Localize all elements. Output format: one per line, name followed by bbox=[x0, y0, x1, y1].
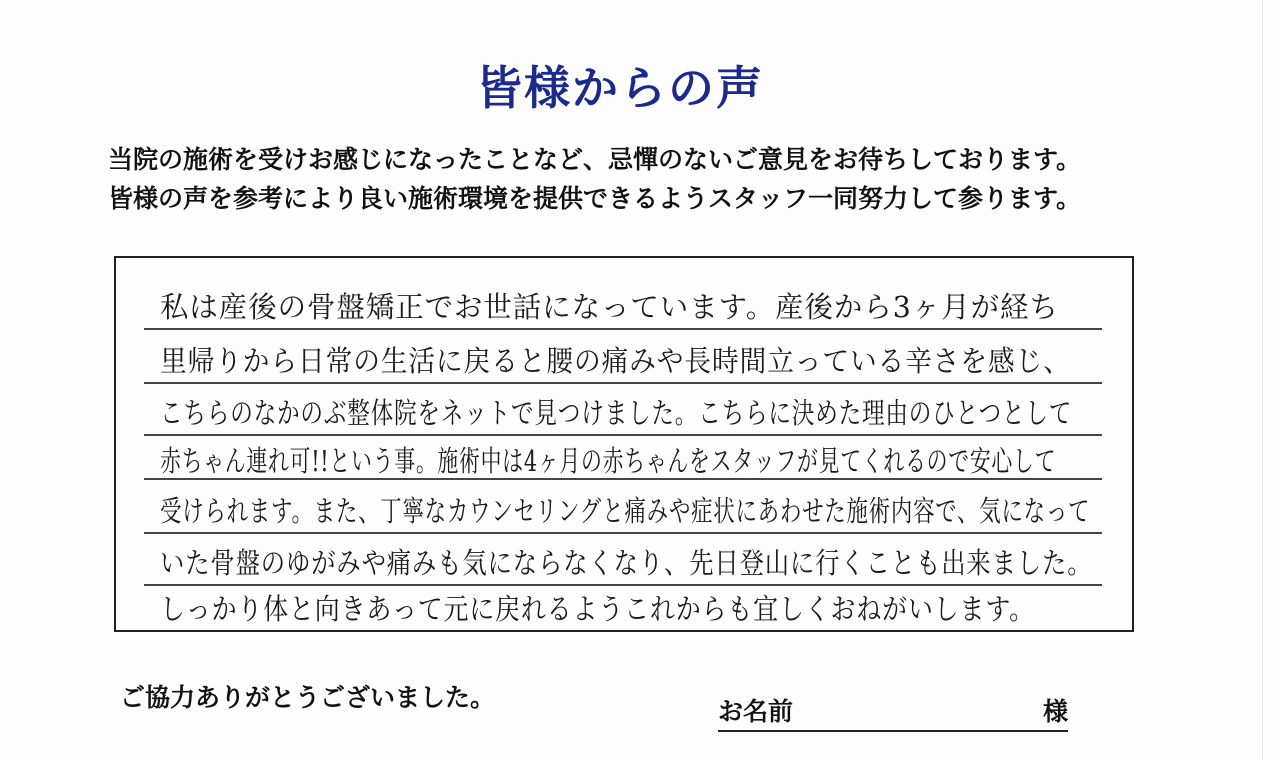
name-field bbox=[718, 690, 1068, 732]
ruled-line bbox=[144, 532, 1102, 534]
ruled-line bbox=[144, 434, 1102, 436]
page-title: 皆様からの声 bbox=[476, 61, 764, 115]
scan-edge bbox=[1262, 0, 1263, 760]
comment-box bbox=[114, 256, 1134, 632]
name-suffix: 様 bbox=[1042, 697, 1068, 726]
intro-line-2: 皆様の声を参考により良い施術環境を提供できるようスタッフ一同努力して参ります。 bbox=[108, 184, 1082, 213]
name-label: お名前 bbox=[718, 697, 794, 726]
handwritten-line: しっかり体と向きあって元に戻れるようこれからも宜しくおねがいします。 bbox=[160, 592, 1035, 626]
handwritten-line: いた骨盤のゆがみや痛みも気にならなくなり、先日登山に行くことも出来ました。 bbox=[160, 546, 1093, 580]
handwritten-line: こちらのなかのぶ整体院をネットで見つけました。こちらに決めた理由のひとつとして bbox=[160, 396, 1073, 430]
ruled-line bbox=[144, 584, 1102, 586]
thanks-message: ご協力ありがとうございました。 bbox=[120, 683, 496, 712]
ruled-line bbox=[144, 478, 1102, 480]
handwritten-line: 赤ちゃん連れ可!!という事。施術中は4ヶ月の赤ちゃんをスタッフが見てくれるので安心して bbox=[160, 444, 1057, 478]
ruled-line bbox=[144, 382, 1102, 384]
ruled-line bbox=[144, 328, 1102, 330]
handwritten-line: 里帰りから日常の生活に戻ると腰の痛みや長時間立っている辛さを感じ、 bbox=[160, 344, 1071, 378]
handwritten-line: 受けられます。また、丁寧なカウンセリングと痛みや症状にあわせた施術内容で、気になって bbox=[160, 494, 1091, 528]
handwritten-line: 私は産後の骨盤矯正でお世話になっています。産後から3ヶ月が経ち bbox=[160, 290, 1059, 324]
intro-line-1: 当院の施術を受けお感じになったことなど、忌憚のないご意見をお待ちしております。 bbox=[108, 145, 1082, 174]
